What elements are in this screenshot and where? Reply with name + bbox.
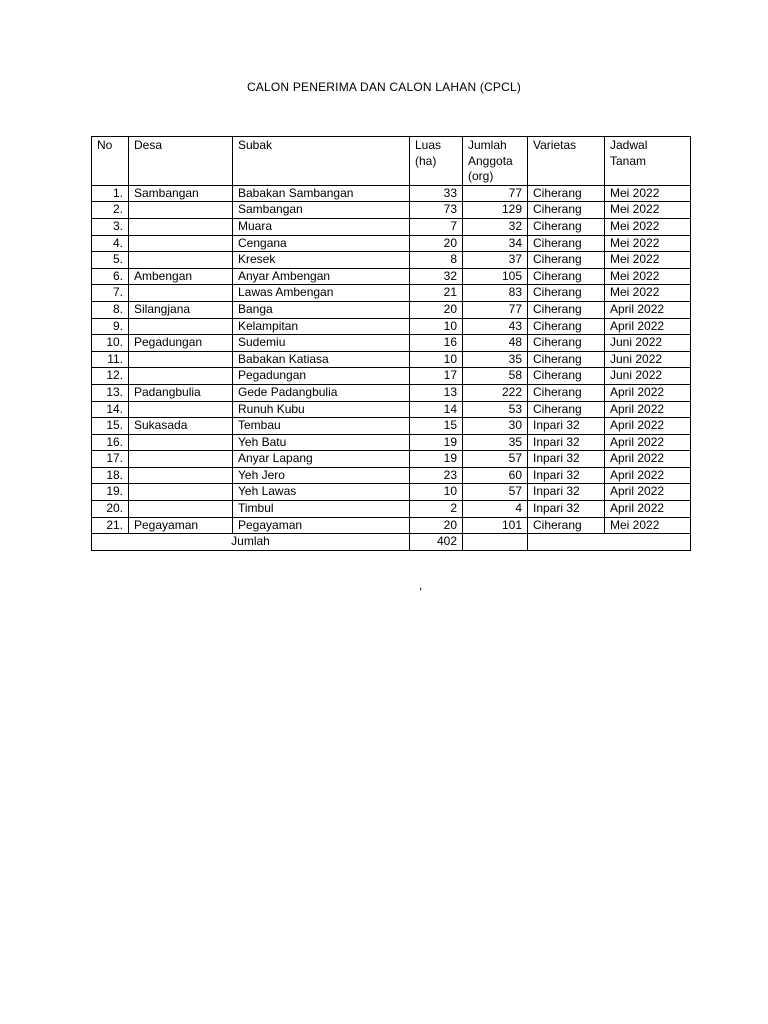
cell-jumlah-anggota: 48 bbox=[463, 335, 528, 352]
cell-no: 2. bbox=[92, 202, 129, 219]
cell-desa: Sambangan bbox=[129, 185, 233, 202]
cell-desa: Pegayaman bbox=[129, 517, 233, 534]
cell-desa: Silangjana bbox=[129, 301, 233, 318]
cell-subak: Yeh Jero bbox=[233, 467, 410, 484]
cell-luas: 17 bbox=[410, 368, 463, 385]
cell-jumlah-anggota: 35 bbox=[463, 434, 528, 451]
cell-jadwal-tanam: Juni 2022 bbox=[605, 335, 691, 352]
cell-varietas: Ciherang bbox=[528, 384, 605, 401]
cell-jadwal-tanam: April 2022 bbox=[605, 467, 691, 484]
cell-jadwal-tanam: April 2022 bbox=[605, 501, 691, 518]
cell-subak: Gede Padangbulia bbox=[233, 384, 410, 401]
cell-desa bbox=[129, 285, 233, 302]
table-row bbox=[92, 517, 691, 534]
cell-jumlah-anggota: 101 bbox=[463, 517, 528, 534]
document-title: CALON PENERIMA DAN CALON LAHAN (CPCL) bbox=[246, 80, 522, 94]
cell-jadwal-tanam: April 2022 bbox=[605, 434, 691, 451]
cell-desa bbox=[129, 401, 233, 418]
cell-no: 12. bbox=[92, 368, 129, 385]
cell-no: 4. bbox=[92, 235, 129, 252]
cell-varietas: Ciherang bbox=[528, 235, 605, 252]
header-varietas: Varietas bbox=[528, 137, 605, 186]
cell-jadwal-tanam: Mei 2022 bbox=[605, 268, 691, 285]
cell-luas: 20 bbox=[410, 235, 463, 252]
cell-varietas: Ciherang bbox=[528, 268, 605, 285]
cell-varietas: Ciherang bbox=[528, 335, 605, 352]
cell-subak: Babakan Katiasa bbox=[233, 351, 410, 368]
cell-desa: Sukasada bbox=[129, 418, 233, 435]
cell-subak: Yeh Lawas bbox=[233, 484, 410, 501]
cell-jumlah-anggota: 77 bbox=[463, 301, 528, 318]
cell-luas: 20 bbox=[410, 301, 463, 318]
cell-varietas: Ciherang bbox=[528, 517, 605, 534]
cell-luas: 21 bbox=[410, 285, 463, 302]
cell-luas: 23 bbox=[410, 467, 463, 484]
table-row bbox=[92, 218, 691, 235]
cell-varietas: Ciherang bbox=[528, 185, 605, 202]
cell-jumlah-anggota: 35 bbox=[463, 351, 528, 368]
table-footer-row bbox=[92, 534, 691, 551]
cell-jumlah-anggota: 58 bbox=[463, 368, 528, 385]
cell-no: 21. bbox=[92, 517, 129, 534]
cell-subak: Kresek bbox=[233, 252, 410, 269]
table-row bbox=[92, 285, 691, 302]
cell-varietas: Inpari 32 bbox=[528, 434, 605, 451]
table-row bbox=[92, 252, 691, 269]
cell-luas: 20 bbox=[410, 517, 463, 534]
cell-luas: 10 bbox=[410, 318, 463, 335]
table-row bbox=[92, 418, 691, 435]
cell-varietas: Inpari 32 bbox=[528, 467, 605, 484]
table-row bbox=[92, 384, 691, 401]
table-body bbox=[92, 185, 691, 533]
cell-desa bbox=[129, 501, 233, 518]
cell-subak: Cengana bbox=[233, 235, 410, 252]
cell-varietas: Inpari 32 bbox=[528, 484, 605, 501]
cell-jumlah-anggota: 77 bbox=[463, 185, 528, 202]
cell-desa bbox=[129, 467, 233, 484]
cell-jumlah-anggota: 60 bbox=[463, 467, 528, 484]
cell-subak: Babakan Sambangan bbox=[233, 185, 410, 202]
cell-no: 18. bbox=[92, 467, 129, 484]
table-row bbox=[92, 401, 691, 418]
cell-no: 3. bbox=[92, 218, 129, 235]
cell-jadwal-tanam: Juni 2022 bbox=[605, 351, 691, 368]
cell-desa bbox=[129, 252, 233, 269]
cell-varietas: Ciherang bbox=[528, 202, 605, 219]
cell-jumlah-anggota: 105 bbox=[463, 268, 528, 285]
cell-desa bbox=[129, 434, 233, 451]
table-row bbox=[92, 202, 691, 219]
cell-desa bbox=[129, 451, 233, 468]
cell-jadwal-tanam: Mei 2022 bbox=[605, 218, 691, 235]
cell-jadwal-tanam: Mei 2022 bbox=[605, 202, 691, 219]
cell-subak: Banga bbox=[233, 301, 410, 318]
cell-subak: Sambangan bbox=[233, 202, 410, 219]
cell-luas: 73 bbox=[410, 202, 463, 219]
header-jadwal-tanam: Jadwal Tanam bbox=[605, 137, 691, 186]
cell-subak: Kelampitan bbox=[233, 318, 410, 335]
cell-no: 14. bbox=[92, 401, 129, 418]
cell-subak: Muara bbox=[233, 218, 410, 235]
cell-no: 13. bbox=[92, 384, 129, 401]
cell-jumlah-anggota: 222 bbox=[463, 384, 528, 401]
header-jumlah-anggota: Jumlah Anggota (org) bbox=[463, 137, 528, 186]
cell-jadwal-tanam: Mei 2022 bbox=[605, 517, 691, 534]
cell-luas: 2 bbox=[410, 501, 463, 518]
table-row bbox=[92, 185, 691, 202]
cell-varietas: Inpari 32 bbox=[528, 501, 605, 518]
cell-luas: 16 bbox=[410, 335, 463, 352]
cell-desa bbox=[129, 235, 233, 252]
cell-subak: Timbul bbox=[233, 501, 410, 518]
cell-luas: 8 bbox=[410, 252, 463, 269]
cell-luas: 19 bbox=[410, 451, 463, 468]
footer-label: Jumlah bbox=[92, 534, 410, 551]
cell-luas: 10 bbox=[410, 351, 463, 368]
cell-jadwal-tanam: April 2022 bbox=[605, 384, 691, 401]
cell-luas: 32 bbox=[410, 268, 463, 285]
cell-desa bbox=[129, 218, 233, 235]
table-row bbox=[92, 301, 691, 318]
cell-subak: Lawas Ambengan bbox=[233, 285, 410, 302]
table-row bbox=[92, 484, 691, 501]
cell-luas: 33 bbox=[410, 185, 463, 202]
cell-jadwal-tanam: April 2022 bbox=[605, 484, 691, 501]
cell-jadwal-tanam: April 2022 bbox=[605, 451, 691, 468]
header-luas: Luas (ha) bbox=[410, 137, 463, 186]
cell-no: 17. bbox=[92, 451, 129, 468]
cell-varietas: Ciherang bbox=[528, 301, 605, 318]
cell-desa bbox=[129, 318, 233, 335]
cell-jadwal-tanam: Juni 2022 bbox=[605, 368, 691, 385]
cell-subak: Pegadungan bbox=[233, 368, 410, 385]
cell-desa: Padangbulia bbox=[129, 384, 233, 401]
cell-jadwal-tanam: April 2022 bbox=[605, 401, 691, 418]
cell-varietas: Ciherang bbox=[528, 252, 605, 269]
cell-subak: Anyar Lapang bbox=[233, 451, 410, 468]
table-row bbox=[92, 351, 691, 368]
table-row bbox=[92, 335, 691, 352]
cell-no: 6. bbox=[92, 268, 129, 285]
table-row bbox=[92, 434, 691, 451]
cell-desa bbox=[129, 368, 233, 385]
cell-desa bbox=[129, 202, 233, 219]
cell-luas: 10 bbox=[410, 484, 463, 501]
cell-jadwal-tanam: Mei 2022 bbox=[605, 285, 691, 302]
cell-no: 1. bbox=[92, 185, 129, 202]
cell-desa: Pegadungan bbox=[129, 335, 233, 352]
cell-subak: Runuh Kubu bbox=[233, 401, 410, 418]
cell-jumlah-anggota: 129 bbox=[463, 202, 528, 219]
table-row bbox=[92, 368, 691, 385]
cell-jumlah-anggota: 57 bbox=[463, 451, 528, 468]
cell-luas: 14 bbox=[410, 401, 463, 418]
cell-luas: 15 bbox=[410, 418, 463, 435]
cell-no: 20. bbox=[92, 501, 129, 518]
header-subak: Subak bbox=[233, 137, 410, 186]
footer-empty-anggota bbox=[463, 534, 528, 551]
cell-desa bbox=[129, 484, 233, 501]
cell-subak: Tembau bbox=[233, 418, 410, 435]
cell-varietas: Ciherang bbox=[528, 351, 605, 368]
cell-jumlah-anggota: 37 bbox=[463, 252, 528, 269]
footer-total-luas: 402 bbox=[410, 534, 463, 551]
table-row bbox=[92, 268, 691, 285]
cell-subak: Anyar Ambengan bbox=[233, 268, 410, 285]
cell-subak: Sudemiu bbox=[233, 335, 410, 352]
footer-empty-rest bbox=[528, 534, 691, 551]
cell-no: 8. bbox=[92, 301, 129, 318]
cell-no: 5. bbox=[92, 252, 129, 269]
cell-jadwal-tanam: Mei 2022 bbox=[605, 185, 691, 202]
cell-jadwal-tanam: April 2022 bbox=[605, 418, 691, 435]
cell-no: 15. bbox=[92, 418, 129, 435]
table-row bbox=[92, 467, 691, 484]
cell-jumlah-anggota: 57 bbox=[463, 484, 528, 501]
cell-jumlah-anggota: 30 bbox=[463, 418, 528, 435]
header-no: No bbox=[92, 137, 129, 186]
cell-jadwal-tanam: Mei 2022 bbox=[605, 252, 691, 269]
cell-jumlah-anggota: 4 bbox=[463, 501, 528, 518]
cell-luas: 13 bbox=[410, 384, 463, 401]
cell-no: 7. bbox=[92, 285, 129, 302]
cell-desa bbox=[129, 351, 233, 368]
cell-subak: Pegayaman bbox=[233, 517, 410, 534]
table-row bbox=[92, 451, 691, 468]
stray-comma: , bbox=[419, 578, 423, 592]
cpcl-table bbox=[91, 136, 691, 551]
cell-varietas: Ciherang bbox=[528, 368, 605, 385]
table-header-row bbox=[92, 137, 691, 186]
cell-no: 19. bbox=[92, 484, 129, 501]
cell-luas: 7 bbox=[410, 218, 463, 235]
cell-jumlah-anggota: 32 bbox=[463, 218, 528, 235]
cell-subak: Yeh Batu bbox=[233, 434, 410, 451]
cell-no: 16. bbox=[92, 434, 129, 451]
cell-varietas: Inpari 32 bbox=[528, 418, 605, 435]
header-desa: Desa bbox=[129, 137, 233, 186]
cell-no: 10. bbox=[92, 335, 129, 352]
table-row bbox=[92, 318, 691, 335]
cell-jumlah-anggota: 83 bbox=[463, 285, 528, 302]
cell-no: 9. bbox=[92, 318, 129, 335]
cell-varietas: Inpari 32 bbox=[528, 451, 605, 468]
cell-varietas: Ciherang bbox=[528, 401, 605, 418]
cell-jumlah-anggota: 53 bbox=[463, 401, 528, 418]
table-row bbox=[92, 501, 691, 518]
table-row bbox=[92, 235, 691, 252]
cell-varietas: Ciherang bbox=[528, 285, 605, 302]
cell-desa: Ambengan bbox=[129, 268, 233, 285]
cell-no: 11. bbox=[92, 351, 129, 368]
cell-jadwal-tanam: Mei 2022 bbox=[605, 235, 691, 252]
cell-jumlah-anggota: 43 bbox=[463, 318, 528, 335]
cell-varietas: Ciherang bbox=[528, 218, 605, 235]
cell-jadwal-tanam: April 2022 bbox=[605, 301, 691, 318]
cell-jumlah-anggota: 34 bbox=[463, 235, 528, 252]
cell-luas: 19 bbox=[410, 434, 463, 451]
cell-jadwal-tanam: April 2022 bbox=[605, 318, 691, 335]
cell-varietas: Ciherang bbox=[528, 318, 605, 335]
